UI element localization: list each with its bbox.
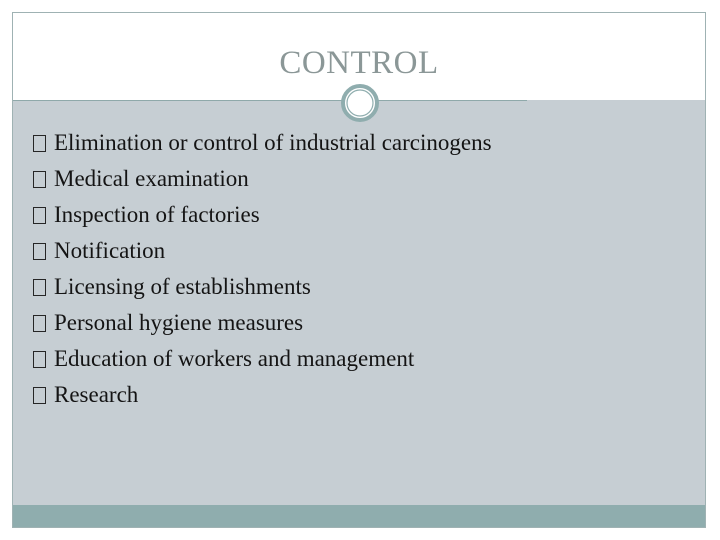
title-divider <box>13 100 527 101</box>
list-item <box>33 161 492 197</box>
list-item <box>33 125 492 161</box>
ring-icon <box>341 84 379 122</box>
square-bullet-icon <box>33 135 46 152</box>
bullet-text: Licensing of establishments <box>54 274 311 299</box>
bullet-text: Education of workers and management <box>54 346 415 371</box>
bullet-text: Personal hygiene measures <box>54 310 304 335</box>
list-item <box>33 197 492 233</box>
square-bullet-icon <box>33 315 46 332</box>
square-bullet-icon <box>33 387 46 404</box>
bullet-text: Research <box>54 382 139 407</box>
square-bullet-icon <box>33 351 46 368</box>
slide <box>12 12 706 528</box>
bullet-text: Elimination or control of industrial carcinogens <box>54 130 492 155</box>
footer-bar <box>13 505 705 527</box>
square-bullet-icon <box>33 243 46 260</box>
bullet-text: Inspection of factories <box>54 202 260 227</box>
list-item <box>33 269 492 305</box>
square-bullet-icon <box>33 279 46 296</box>
slide-title: CONTROL <box>279 45 439 81</box>
bullet-text: Notification <box>54 238 166 263</box>
list-item <box>33 233 492 269</box>
list-item <box>33 341 492 377</box>
square-bullet-icon <box>33 207 46 224</box>
bullet-text: Medical examination <box>54 166 249 191</box>
square-bullet-icon <box>33 171 46 188</box>
list-item <box>33 377 492 413</box>
bullet-list <box>33 125 492 413</box>
list-item <box>33 305 492 341</box>
